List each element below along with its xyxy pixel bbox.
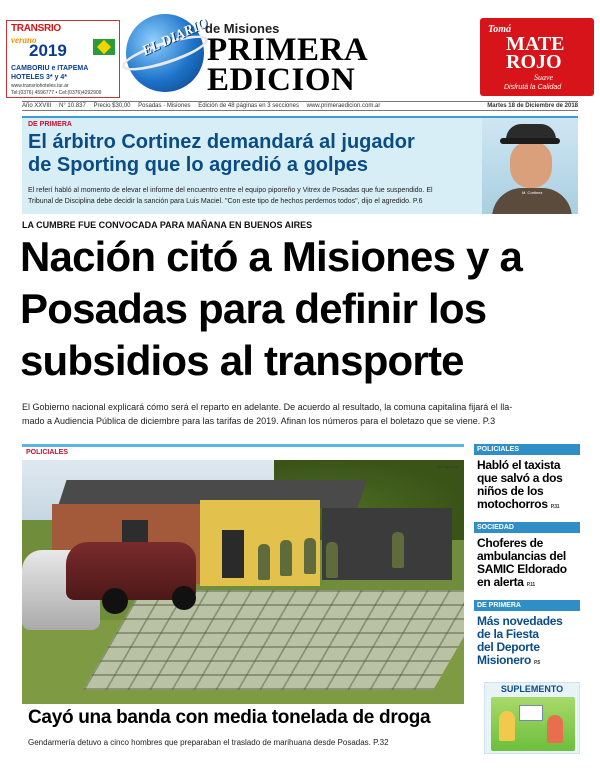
photo-gendarme <box>304 538 316 574</box>
suplemento-promo[interactable] <box>484 682 580 754</box>
ad-brand-mate: MATE <box>506 33 565 55</box>
sidebar-headline-line: SAMIC Eldorado <box>477 562 567 576</box>
logo-de-misiones: de Misiones <box>205 21 280 36</box>
sidebar-headline-line: Habló el taxista <box>477 458 561 472</box>
photo-car-tire <box>172 586 196 610</box>
edition-number: N° 10.837 <box>59 103 86 109</box>
sidebar-headline-line: motochorros <box>477 497 548 511</box>
ad-brand: TRANSRIO <box>11 23 61 34</box>
main-story-body-line1: El Gobierno nacional explicará cómo será el reparto en adelante. De acuerdo al resultado, la comuna capitalina fijará el lla- <box>22 402 513 412</box>
top-story[interactable] <box>22 116 578 214</box>
main-headline-line3[interactable]: subsidios al transporte <box>20 337 464 384</box>
sidebar-headline-line: Choferes de <box>477 536 544 550</box>
page-ref: P.5 <box>534 660 540 666</box>
photo-drug-packages <box>83 590 464 690</box>
photo-credit: M. Cortinez <box>522 190 543 195</box>
sidebar-story-taxista[interactable] <box>474 444 580 511</box>
ad-hotels: HOTELES 3* y 4* <box>11 74 68 81</box>
photo-story-headline[interactable]: Cayó una banda con media tonelada de droga <box>28 707 431 728</box>
suplemento-label: SUPLEMENTO <box>500 684 564 694</box>
photo-car-tire <box>102 588 128 614</box>
suplemento-cover-image <box>491 697 575 751</box>
suplemento-cover-box <box>519 705 543 721</box>
sidebar-headline-line: ambulancias del <box>477 549 566 563</box>
sidebar-headline-line: Más novedades <box>477 614 563 628</box>
page-ref: P.11 <box>526 582 535 588</box>
sidebar-headline-line: que salvó a dos <box>477 471 563 485</box>
sidebar-story-ambulancias[interactable] <box>474 522 580 589</box>
drug-seizure-photo[interactable] <box>22 460 464 704</box>
logo-el-diario: EL DIARIO <box>139 15 211 60</box>
photo-cap-brim <box>500 138 560 144</box>
logo-title-edicion: EDICION <box>207 62 356 98</box>
edition-price: Precio $30,00 <box>93 103 131 109</box>
ad-phone: Tel:(0376) 4596777 • Cel:(0376)4292909 <box>11 90 102 96</box>
sidebar-headline[interactable] <box>474 537 580 589</box>
top-story-kicker: DE PRIMERA <box>28 121 72 128</box>
top-story-headline-line2[interactable]: de Sporting que lo agredió a golpes <box>28 154 369 176</box>
ad-suave: Suave <box>534 73 554 82</box>
edition-year: Año XXVIII <box>22 103 52 109</box>
main-headline-line1[interactable]: Nación citó a Misiones y a <box>20 233 523 280</box>
page-ref: P.31 <box>550 504 560 510</box>
sidebar-headline-line: del Deporte <box>477 640 540 654</box>
ad-destinations: CAMBORIU e ITAPEMA <box>11 65 89 72</box>
ad-brand-rojo: ROJO <box>506 51 562 73</box>
transrio-ad[interactable] <box>6 20 120 98</box>
suplemento-cover-figure <box>499 711 515 741</box>
photo-shed <box>322 508 452 580</box>
edition-info-bar <box>22 101 578 111</box>
sidebar-tag: SOCIEDAD <box>474 522 580 533</box>
sidebar-tag: POLICIALES <box>474 444 580 455</box>
photo-door <box>222 530 244 578</box>
ad-verano: verano <box>11 35 37 45</box>
sidebar-headline[interactable] <box>474 459 580 511</box>
ad-website: www.transriohoteles.tur.ar <box>11 83 69 89</box>
photo-gendarme <box>258 544 270 580</box>
sidebar-headline[interactable] <box>474 615 580 667</box>
photo-gendarme <box>280 540 292 576</box>
top-story-headline-line1[interactable]: El árbitro Cortinez demandará al jugador <box>28 131 415 153</box>
suplemento-cover-figure <box>547 715 563 743</box>
photo-gendarme <box>326 542 338 578</box>
main-story-kicker: LA CUMBRE FUE CONVOCADA PARA MAÑANA EN BUENOS AIRES <box>22 220 313 230</box>
ad-tagline: Disfrutá la Calidad <box>504 84 562 91</box>
logo-title-primera: PRIMERA <box>207 32 369 68</box>
top-story-body-line1: El referí habló al momento de elevar el informe del encuentro entre el equipo piporeño y Vitrex de Posadas que fue suspendido. El <box>28 187 433 194</box>
edition-pages: Edición de 48 páginas en 3 secciones <box>198 103 299 109</box>
ad-toma: Tomá <box>488 24 511 35</box>
referee-photo[interactable] <box>482 118 578 214</box>
sidebar-headline-line: de la Fiesta <box>477 627 539 641</box>
edition-website[interactable]: www.primeraedicion.com.ar <box>306 103 381 109</box>
ad-year: 2019 <box>29 41 67 60</box>
photo-face <box>510 142 552 188</box>
edition-city: Posadas · Misiones <box>138 103 191 109</box>
top-story-body-line2: Tribunal de Disciplina debe decidir la sanción para Luis Maciel. "Con este tipo de hechos perdemos todos", dijo el agredido. P.6 <box>28 198 423 205</box>
photo-credit: M. Cortinez <box>437 464 458 469</box>
sidebar-headline-line: en alerta <box>477 575 524 589</box>
sidebar-headline-line: Misionero <box>477 653 531 667</box>
edition-date: Martes 18 de Diciembre de 2018 <box>487 103 578 109</box>
sidebar-tag: DE PRIMERA <box>474 600 580 611</box>
masthead <box>0 0 600 100</box>
photo-story-kicker: POLICIALES <box>26 449 69 456</box>
mate-rojo-ad[interactable] <box>480 18 594 96</box>
photo-story-body: Gendarmería detuvo a cinco hombres que preparaban el traslado de marihuana desde Posadas. P.32 <box>28 738 389 747</box>
main-story-body-line2: mado a Audiencia Pública de diciembre para las tarifas de 2019. Afinan los números para el boletazo que se viene. P.3 <box>22 416 496 426</box>
photo-gendarme <box>392 532 404 568</box>
brazil-flag-icon <box>93 39 115 55</box>
main-headline-line2[interactable]: Posadas para definir los <box>20 285 487 332</box>
sidebar-headline-line: niños de los <box>477 484 544 498</box>
sidebar-story-fiesta-deporte[interactable] <box>474 600 580 667</box>
photo-window <box>122 520 148 542</box>
